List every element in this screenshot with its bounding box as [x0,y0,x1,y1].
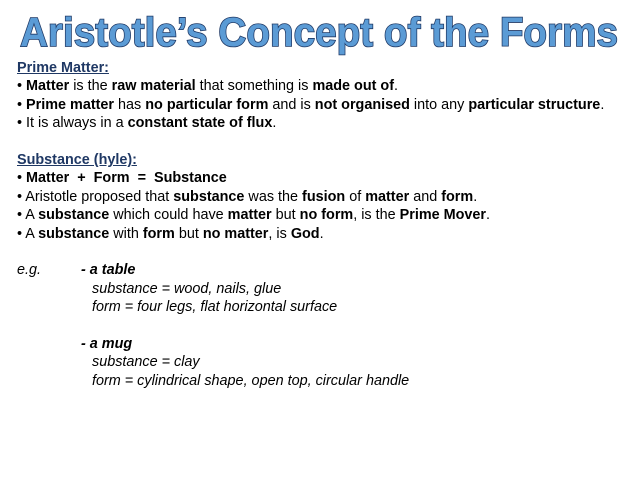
substance-bullet-3 [17,206,627,224]
text: . [393,78,398,95]
text: . [473,188,478,205]
text: , is [268,225,291,242]
example-mug-substance: substance = clay [92,354,200,371]
text: but [271,207,300,224]
text: and is [268,96,315,113]
term-no-matter: no matter [202,225,269,242]
text: that something is [195,78,313,95]
example-table-heading: - a table [81,262,136,279]
term-matter: Matter [26,78,70,95]
text: . [486,207,491,224]
substance-heading: Substance (hyle): [17,152,137,169]
bullet: • [17,78,23,95]
term-prime-mover: Prime Mover [399,207,487,224]
prime-matter-bullet-1 [17,77,627,95]
text: was the [244,188,303,205]
term-made-out-of: made out of [312,78,394,95]
example-table-form: form = four legs, flat horizontal surface [92,299,338,316]
text: is the [69,78,112,95]
text: . [272,115,277,132]
term-substance: substance [173,188,245,205]
text: . [600,96,605,113]
bullet: • [17,207,23,224]
substance-bullet-4 [17,225,627,243]
slide-body [17,59,627,390]
bullet: • [17,188,23,205]
prime-matter-bullet-3 [17,114,627,132]
bullet: • [17,225,23,242]
example-label: e.g. [17,262,42,279]
text: which could have [109,207,228,224]
term-god: God [290,225,320,242]
slide-title-text: Aristotle’s Concept of the Forms [20,9,618,55]
text: with [109,225,143,242]
term-no-form: no form [299,207,354,224]
text: . [319,225,324,242]
term-matter: matter [365,188,410,205]
text: , is the [353,207,400,224]
example-mug-heading-row [17,335,627,353]
term-form: form [441,188,474,205]
term-matter: matter [227,207,272,224]
text: Aristotle proposed that [22,188,174,205]
example-table-heading-row [17,261,627,279]
substance-bullet-1 [17,169,627,187]
prime-matter-heading: Prime Matter: [17,60,109,76]
text: A [22,207,39,224]
term-constant-state-of-flux: constant state of flux [127,115,273,132]
bullet: • [17,170,23,187]
text: and [409,188,442,205]
text: A [22,225,39,242]
spacer [17,133,627,151]
term-raw-material: raw material [111,78,196,95]
term-substance: substance [38,207,110,224]
text: It is always in a [22,115,128,132]
spacer [17,317,627,335]
slide-title-graphic [0,2,638,62]
text: of [345,188,366,205]
term-substance: substance [38,225,110,242]
bullet: • [17,115,23,132]
example-mug-form: form = cylindrical shape, open top, circular handle [92,372,410,389]
term-no-particular-form: no particular form [145,96,269,113]
substance-bullet-2 [17,188,627,206]
example-mug-heading: - a mug [81,336,133,353]
text: into any [409,96,469,113]
formula: Matter + Form = Substance [22,170,227,187]
slide-title [0,2,638,62]
term-particular-structure: particular structure [468,96,601,113]
prime-matter-bullet-2 [17,96,627,114]
term-form: form [142,225,175,242]
term-prime-matter: Prime matter [26,96,115,113]
text: has [114,96,146,113]
term-not-organised: not organised [314,96,410,113]
example-table-substance: substance = wood, nails, glue [92,280,282,297]
spacer [17,243,627,261]
term-fusion: fusion [302,188,346,205]
text: but [174,225,203,242]
bullet: • [17,96,23,113]
